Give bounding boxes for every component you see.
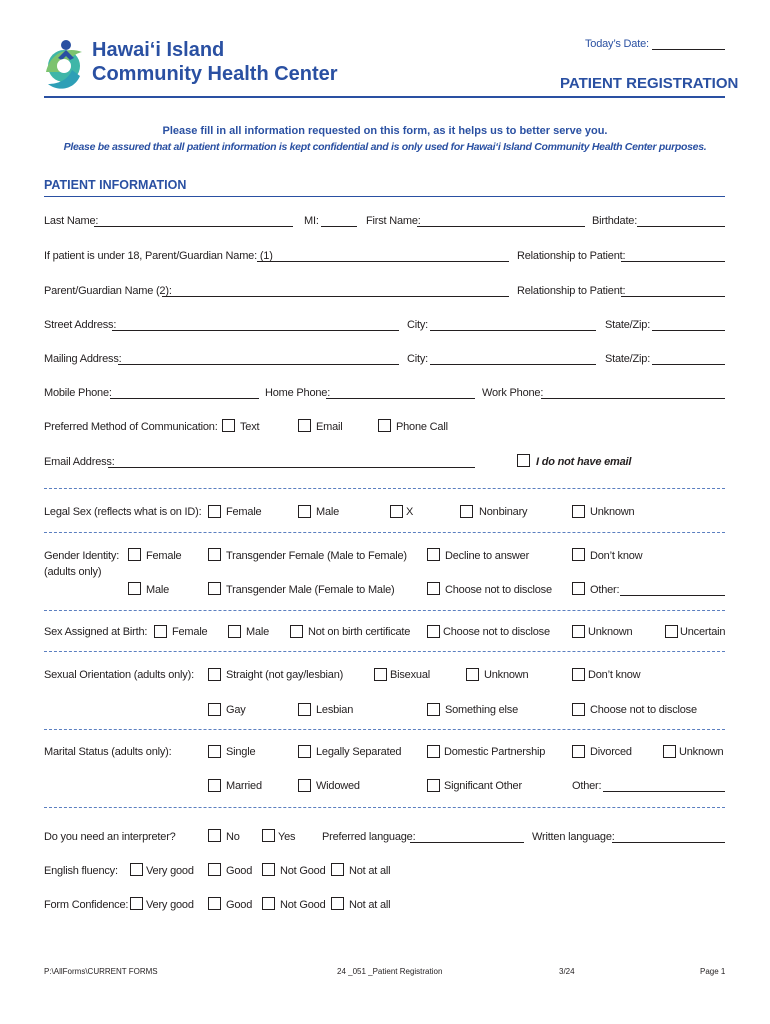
- gi-female-label: Female: [146, 550, 182, 562]
- so-unknown-checkbox[interactable]: [466, 668, 479, 681]
- ms-unknown-checkbox[interactable]: [663, 745, 676, 758]
- city1-field[interactable]: [430, 330, 596, 331]
- sab-male-checkbox[interactable]: [228, 625, 241, 638]
- pref-email-checkbox[interactable]: [298, 419, 311, 432]
- so-unknown-label: Unknown: [484, 669, 529, 681]
- guardian2-label: Parent/Guardian Name (2):: [44, 285, 172, 297]
- city1-label: City:: [407, 319, 429, 331]
- eng-good-label: Good: [226, 865, 253, 877]
- mi-field[interactable]: [321, 226, 357, 227]
- interp-yes-label: Yes: [278, 831, 296, 843]
- no-email-checkbox[interactable]: [517, 454, 530, 467]
- gi-other-label: Other:: [590, 584, 620, 596]
- mobile-field[interactable]: [110, 398, 259, 399]
- so-bisexual-label: Bisexual: [390, 669, 430, 681]
- footer-form-id: 24 _051 _Patient Registration: [337, 967, 443, 976]
- guardian1-field[interactable]: [257, 261, 509, 262]
- sab-unknown-checkbox[interactable]: [572, 625, 585, 638]
- ms-domestic-label: Domestic Partnership: [444, 746, 546, 758]
- mailing-label: Mailing Address:: [44, 353, 122, 365]
- legal-sex-female-label: Female: [226, 506, 262, 518]
- sab-choose-not-checkbox[interactable]: [427, 625, 440, 638]
- eng-not-at-all-label: Not at all: [349, 865, 391, 877]
- gi-choose-not-label: Choose not to disclose: [445, 584, 552, 596]
- mobile-label: Mobile Phone:: [44, 387, 112, 399]
- gi-trans-male-label: Transgender Male (Female to Male): [226, 584, 395, 596]
- guardian1-label: If patient is under 18, Parent/Guardian Name: (1): [44, 250, 273, 262]
- ms-widowed-checkbox[interactable]: [298, 779, 311, 792]
- ms-separated-checkbox[interactable]: [298, 745, 311, 758]
- footer-path: P:\AllForms\CURRENT FORMS: [44, 967, 158, 976]
- so-something-else-checkbox[interactable]: [427, 703, 440, 716]
- ms-domestic-checkbox[interactable]: [427, 745, 440, 758]
- so-dont-know-checkbox[interactable]: [572, 668, 585, 681]
- fc-not-at-all-label: Not at all: [349, 899, 391, 911]
- ms-other-field[interactable]: [603, 791, 725, 792]
- ms-divorced-checkbox[interactable]: [572, 745, 585, 758]
- ms-separated-label: Legally Separated: [316, 746, 402, 758]
- todays-date-label: Today’s Date:: [585, 38, 649, 50]
- legal-sex-female-checkbox[interactable]: [208, 505, 221, 518]
- written-lang-field[interactable]: [612, 842, 725, 843]
- pref-phone-label: Phone Call: [396, 421, 448, 433]
- last-name-field[interactable]: [94, 226, 293, 227]
- ms-unknown-label: Unknown: [679, 746, 724, 758]
- gi-male-checkbox[interactable]: [128, 582, 141, 595]
- sab-choose-not-label: Choose not to disclose: [443, 626, 550, 638]
- logo-line2: Community Health Center: [92, 63, 338, 85]
- section-rule: [44, 196, 725, 197]
- form-title: PATIENT REGISTRATION: [560, 75, 739, 92]
- ms-significant-label: Significant Other: [444, 780, 522, 792]
- intro-line1: Please fill in all information requested on this form, as it helps us to better serve you.: [162, 125, 608, 137]
- gi-dont-know-label: Don’t know: [590, 550, 643, 562]
- email-label: Email Address:: [44, 456, 115, 468]
- eng-not-good-checkbox[interactable]: [262, 863, 275, 876]
- legal-sex-label: Legal Sex (reflects what is on ID):: [44, 506, 202, 518]
- gi-other-checkbox[interactable]: [572, 582, 585, 595]
- gi-dont-know-checkbox[interactable]: [572, 548, 585, 561]
- eng-not-at-all-checkbox[interactable]: [331, 863, 344, 876]
- legal-sex-nonbinary-checkbox[interactable]: [460, 505, 473, 518]
- eng-good-checkbox[interactable]: [208, 863, 221, 876]
- sab-not-on-cert-checkbox[interactable]: [290, 625, 303, 638]
- intro-line2: Please be assured that all patient information is kept confidential and is only used for Hawai‘i Island Community Health Center purposes.: [63, 141, 707, 153]
- so-gay-checkbox[interactable]: [208, 703, 221, 716]
- pref-lang-field[interactable]: [410, 842, 524, 843]
- city2-field[interactable]: [430, 364, 596, 365]
- pref-text-label: Text: [240, 421, 260, 433]
- pref-text-checkbox[interactable]: [222, 419, 235, 432]
- email-field[interactable]: [108, 467, 475, 468]
- gender-identity-label: Gender Identity:: [44, 550, 120, 562]
- statezip1-label: State/Zip:: [605, 319, 651, 331]
- legal-sex-x-checkbox[interactable]: [390, 505, 403, 518]
- eng-very-good-checkbox[interactable]: [130, 863, 143, 876]
- home-label: Home Phone:: [265, 387, 331, 399]
- interp-yes-checkbox[interactable]: [262, 829, 275, 842]
- first-name-label: First Name:: [366, 215, 421, 227]
- divider: [44, 610, 725, 611]
- sab-not-on-cert-label: Not on birth certificate: [308, 626, 411, 638]
- fc-very-good-label: Very good: [146, 899, 194, 911]
- fc-not-at-all-checkbox[interactable]: [331, 897, 344, 910]
- fc-not-good-label: Not Good: [280, 899, 326, 911]
- work-label: Work Phone:: [482, 387, 544, 399]
- street-label: Street Address:: [44, 319, 117, 331]
- mailing-field[interactable]: [118, 364, 399, 365]
- fc-good-label: Good: [226, 899, 253, 911]
- gi-choose-not-checkbox[interactable]: [427, 582, 440, 595]
- so-dont-know-label: Don’t know: [588, 669, 641, 681]
- ms-single-label: Single: [226, 746, 256, 758]
- street-field[interactable]: [112, 330, 399, 331]
- statezip2-field[interactable]: [652, 364, 725, 365]
- footer-date: 3/24: [559, 967, 575, 976]
- so-lesbian-checkbox[interactable]: [298, 703, 311, 716]
- first-name-field[interactable]: [417, 226, 585, 227]
- pref-lang-label: Preferred language:: [322, 831, 416, 843]
- divider: [44, 651, 725, 652]
- gender-identity-sublabel: (adults only): [44, 566, 102, 578]
- ms-single-checkbox[interactable]: [208, 745, 221, 758]
- ms-divorced-label: Divorced: [590, 746, 632, 758]
- birthdate-field[interactable]: [637, 226, 725, 227]
- footer-page: Page 1: [700, 967, 726, 976]
- form-confidence-label: Form Confidence:: [44, 899, 129, 911]
- eng-very-good-label: Very good: [146, 865, 194, 877]
- so-straight-checkbox[interactable]: [208, 668, 221, 681]
- interp-no-checkbox[interactable]: [208, 829, 221, 842]
- relationship1-label: Relationship to Patient:: [517, 250, 626, 262]
- no-email-label: I do not have email: [536, 456, 632, 468]
- sab-female-checkbox[interactable]: [154, 625, 167, 638]
- logo-mark: [36, 36, 92, 96]
- fc-very-good-checkbox[interactable]: [130, 897, 143, 910]
- pref-phone-checkbox[interactable]: [378, 419, 391, 432]
- divider: [44, 729, 725, 730]
- english-label: English fluency:: [44, 865, 118, 877]
- birthdate-label: Birthdate:: [592, 215, 638, 227]
- orientation-label: Sexual Orientation (adults only):: [44, 669, 194, 681]
- gi-male-label: Male: [146, 584, 170, 596]
- divider: [44, 488, 725, 489]
- ms-widowed-label: Widowed: [316, 780, 360, 792]
- legal-sex-nonbinary-label: Nonbinary: [479, 506, 528, 518]
- gi-female-checkbox[interactable]: [128, 548, 141, 561]
- sab-uncertain-label: Uncertain: [680, 626, 726, 638]
- so-straight-label: Straight (not gay/lesbian): [226, 669, 344, 681]
- last-name-label: Last Name:: [44, 215, 99, 227]
- relationship1-field[interactable]: [621, 261, 725, 262]
- interpreter-label: Do you need an interpreter?: [44, 831, 176, 843]
- legal-sex-unknown-label: Unknown: [590, 506, 635, 518]
- home-field[interactable]: [326, 398, 475, 399]
- eng-not-good-label: Not Good: [280, 865, 326, 877]
- gi-decline-label: Decline to answer: [445, 550, 530, 562]
- so-gay-label: Gay: [226, 704, 246, 716]
- sab-uncertain-checkbox[interactable]: [665, 625, 678, 638]
- section-title: PATIENT INFORMATION: [44, 178, 187, 192]
- guardian2-field[interactable]: [162, 296, 509, 297]
- mi-label: MI:: [304, 215, 319, 227]
- interp-no-label: No: [226, 831, 240, 843]
- todays-date-field[interactable]: [652, 49, 725, 50]
- relationship2-label: Relationship to Patient:: [517, 285, 626, 297]
- gi-trans-female-checkbox[interactable]: [208, 548, 221, 561]
- ms-significant-checkbox[interactable]: [427, 779, 440, 792]
- city2-label: City:: [407, 353, 429, 365]
- legal-sex-unknown-checkbox[interactable]: [572, 505, 585, 518]
- sab-label: Sex Assigned at Birth:: [44, 626, 148, 638]
- so-choose-not-label: Choose not to disclose: [590, 704, 697, 716]
- so-choose-not-checkbox[interactable]: [572, 703, 585, 716]
- ms-married-label: Married: [226, 780, 262, 792]
- legal-sex-x-label: X: [406, 506, 414, 518]
- gi-decline-checkbox[interactable]: [427, 548, 440, 561]
- so-bisexual-checkbox[interactable]: [374, 668, 387, 681]
- fc-not-good-checkbox[interactable]: [262, 897, 275, 910]
- logo-line1: Hawai‘i Island: [92, 39, 225, 61]
- gi-trans-female-label: Transgender Female (Male to Female): [226, 550, 407, 562]
- gi-other-field[interactable]: [620, 595, 725, 596]
- gi-trans-male-checkbox[interactable]: [208, 582, 221, 595]
- work-field[interactable]: [541, 398, 725, 399]
- sab-female-label: Female: [172, 626, 208, 638]
- statezip2-label: State/Zip:: [605, 353, 651, 365]
- so-lesbian-label: Lesbian: [316, 704, 354, 716]
- so-something-else-label: Something else: [445, 704, 519, 716]
- statezip1-field[interactable]: [652, 330, 725, 331]
- legal-sex-male-checkbox[interactable]: [298, 505, 311, 518]
- fc-good-checkbox[interactable]: [208, 897, 221, 910]
- pref-comm-label: Preferred Method of Communication:: [44, 421, 218, 433]
- sab-male-label: Male: [246, 626, 270, 638]
- written-lang-label: Written language:: [532, 831, 615, 843]
- ms-other-label: Other:: [572, 780, 602, 792]
- legal-sex-male-label: Male: [316, 506, 340, 518]
- divider: [44, 532, 725, 533]
- divider: [44, 807, 725, 808]
- ms-married-checkbox[interactable]: [208, 779, 221, 792]
- pref-email-label: Email: [316, 421, 343, 433]
- header-rule: [44, 96, 725, 98]
- marital-label: Marital Status (adults only):: [44, 746, 172, 758]
- sab-unknown-label: Unknown: [588, 626, 633, 638]
- relationship2-field[interactable]: [621, 296, 725, 297]
